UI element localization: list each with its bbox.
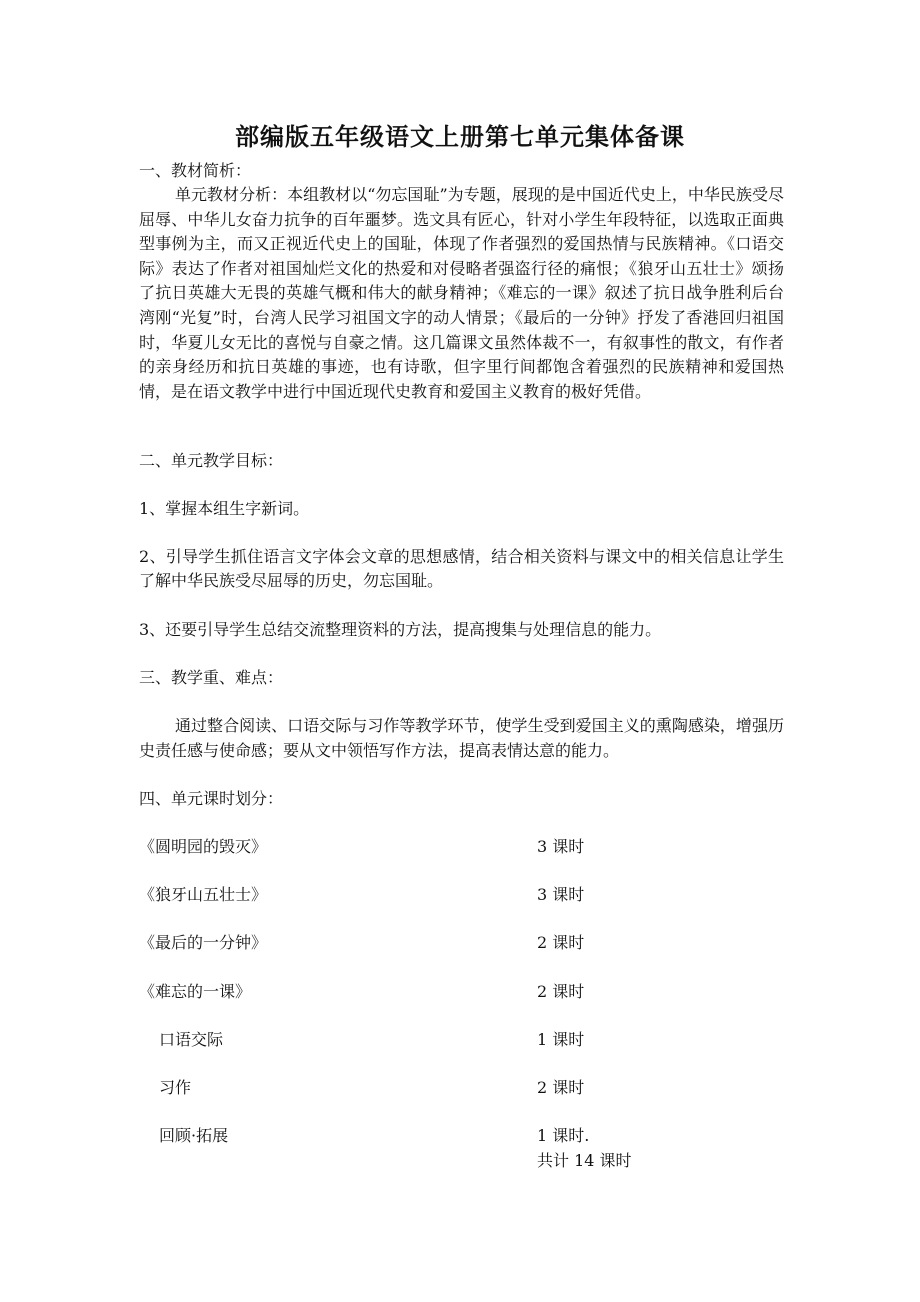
lesson-name: 回顾·拓展 [159,1126,229,1145]
lesson-hours: 1 课时. [537,1126,590,1145]
schedule-row [139,1028,784,1052]
schedule-row [139,883,784,907]
lesson-name: 口语交际 [159,1030,224,1049]
section-4-heading: 四、单元课时划分： [139,789,284,808]
section-1-heading: 一、教材简析： [139,161,252,180]
total-hours: 共计 14 课时 [537,1151,632,1170]
lesson-name: 《狼牙山五壮士》 [139,885,268,904]
section-3-paragraph: 通过整合阅读、口语交际与习作等教学环节，使学生受到爱国主义的熏陶感染，增强历史责任感与使命感；要从文中领悟写作方法，提高表情达意的能力。 [139,716,784,760]
section-1-paragraph: 单元教材分析：本组教材以“勿忘国耻”为专题，展现的是中国近代史上，中华民族受尽屈辱、中华儿女奋力抗争的百年噩梦。选文具有匠心，针对小学生年段特征，以选取正面典型事例为主，而又正视近代史上的国耻，体现了作者强烈的爱国热情与民族精神。《口语交际》表达了作者对祖国灿烂文化的热爱和对侵略者强盗行径的痛恨；《狼牙山五壮士》颂扬了抗日英雄大无畏的英雄气概和伟大的献身精神；《难忘的一课》叙述了抗日战争胜利后台湾刚“光复”时，台湾人民学习祖国文字的动人情景；《最后的一分钟》抒发了香港回归祖国时，华夏儿女无比的喜悦与自豪之情。这几篇课文虽然体裁不一，有叙事性的散文，有作者的亲身经历和抗日英雄的事迹，也有诗歌，但字里行间都饱含着强烈的民族精神和爱国热情，是在语文教学中进行中国近现代史教育和爱国主义教育的极好凭借。 [139,185,784,401]
lesson-hours: 3 课时 [537,837,585,856]
lesson-hours: 2 课时 [537,933,585,952]
goal-2: 2、引导学生抓住语言文字体会文章的思想感情，结合相关资料与课文中的相关信息让学生了解中华民族受尽屈辱的历史，勿忘国耻。 [139,547,784,590]
schedule-row [139,835,784,859]
schedule-row [139,1076,784,1100]
section-3-heading: 三、教学重、难点： [139,668,284,687]
schedule-row [139,1124,784,1148]
lesson-name: 《最后的一分钟》 [139,933,268,952]
section-2-heading: 二、单元教学目标： [139,451,284,470]
goal-3: 3、还要引导学生总结交流整理资料的方法，提高搜集与处理信息的能力。 [139,620,662,639]
lesson-name: 《难忘的一课》 [139,982,252,1001]
lesson-hours: 1 课时 [537,1030,585,1049]
lesson-hours: 2 课时 [537,982,585,1001]
lesson-hours: 3 课时 [537,885,585,904]
goal-1: 1、掌握本组生字新词。 [139,499,310,518]
document-title: 部编版五年级语文上册第七单元集体备课 [235,123,685,151]
lesson-hours: 2 课时 [537,1078,585,1097]
schedule-row [139,980,784,1004]
lesson-name: 《圆明园的毁灭》 [139,837,268,856]
lesson-name: 习作 [159,1078,192,1097]
schedule-row [139,931,784,955]
